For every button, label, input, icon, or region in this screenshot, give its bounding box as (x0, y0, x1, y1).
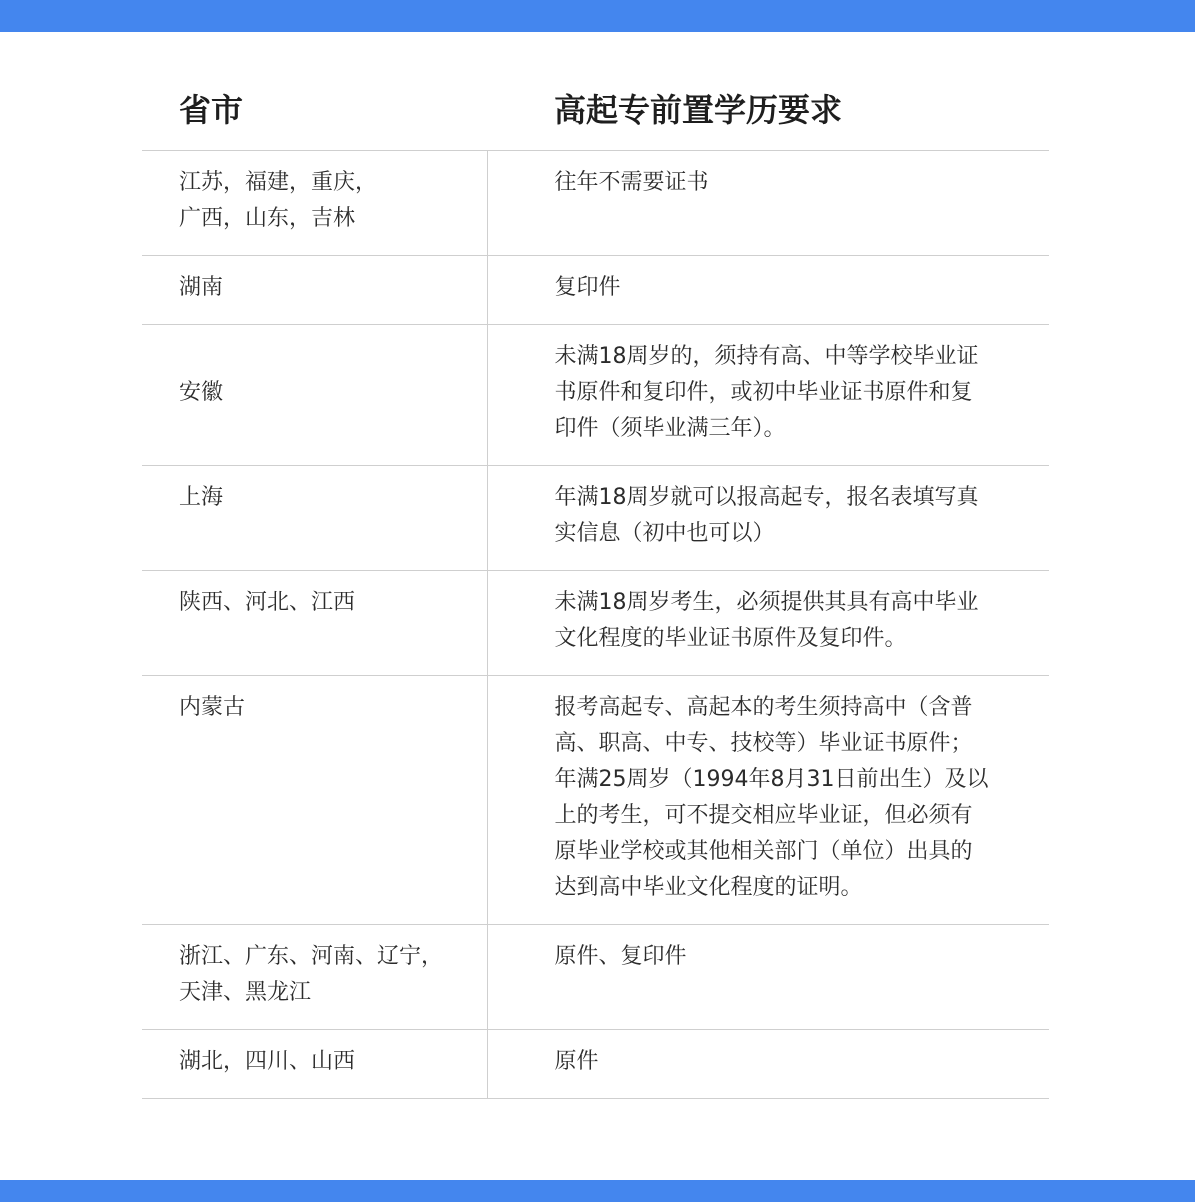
requirement-cell (487, 256, 1049, 325)
requirement-cell (487, 1030, 1049, 1099)
province-text: 陕西、河北、江西 (179, 590, 356, 615)
province-cell (142, 466, 487, 571)
province-cell (142, 1030, 487, 1099)
requirement-text: 书原件和复印件，或初中毕业证书原件和复 (554, 380, 973, 405)
requirement-cell (487, 571, 1049, 676)
province-cell (142, 256, 487, 325)
requirement-text: 原件 (554, 1049, 599, 1074)
table-row (142, 571, 1049, 676)
table-row (142, 325, 1049, 466)
province-text: 湖南 (179, 275, 224, 300)
province-text: 江苏，福建，重庆， (179, 170, 378, 195)
province-cell (142, 151, 487, 256)
requirement-text: 高、职高、中专、技校等）毕业证书原件； (554, 731, 973, 756)
province-cell (142, 925, 487, 1030)
requirements-table (142, 66, 1049, 1099)
requirement-text: 未满18周岁考生，必须提供其具有高中毕业 (554, 590, 979, 615)
requirement-cell (487, 151, 1049, 256)
requirement-text: 文化程度的毕业证书原件及复印件。 (554, 626, 907, 651)
table-row (142, 1030, 1049, 1099)
province-text: 广西，山东，吉林 (179, 206, 356, 231)
requirement-text: 年满25周岁（1994年8月31日前出生）及以 (554, 767, 989, 792)
requirement-text: 复印件 (554, 275, 621, 300)
requirement-cell (487, 676, 1049, 925)
province-text: 天津、黑龙江 (179, 980, 312, 1005)
requirement-text: 年满18周岁就可以报高起专，报名表填写真 (554, 485, 979, 510)
bottom-accent-bar (0, 1180, 1195, 1202)
province-cell (142, 325, 487, 466)
requirement-text: 实信息（初中也可以） (554, 521, 775, 546)
province-text: 内蒙古 (179, 695, 246, 720)
table-row (142, 466, 1049, 571)
province-text: 安徽 (179, 380, 224, 405)
province-text: 上海 (179, 485, 224, 510)
table-row (142, 151, 1049, 256)
requirement-text: 往年不需要证书 (554, 170, 709, 195)
requirement-text: 未满18周岁的，须持有高、中等学校毕业证 (554, 344, 979, 369)
requirements-table-container (142, 66, 1049, 1099)
province-cell (142, 676, 487, 925)
table-row (142, 676, 1049, 925)
requirement-text: 印件（须毕业满三年）。 (554, 416, 786, 441)
province-text: 湖北，四川、山西 (179, 1049, 356, 1074)
requirement-cell (487, 466, 1049, 571)
requirement-text: 上的考生，可不提交相应毕业证，但必须有 (554, 803, 973, 828)
table-row (142, 925, 1049, 1030)
province-cell (142, 571, 487, 676)
table-header-row (142, 66, 1049, 151)
requirement-text: 报考高起专、高起本的考生须持高中（含普 (554, 695, 973, 720)
province-text: 浙江、广东、河南、辽宁， (179, 944, 444, 969)
table-row (142, 256, 1049, 325)
requirement-cell (487, 925, 1049, 1030)
top-accent-bar (0, 0, 1195, 32)
requirement-text: 原件、复印件 (554, 944, 687, 969)
requirement-cell (487, 325, 1049, 466)
requirement-text: 原毕业学校或其他相关部门（单位）出具的 (554, 839, 973, 864)
column-header-requirement: 高起专前置学历要求 (487, 66, 1049, 151)
requirement-text: 达到高中毕业文化程度的证明。 (554, 875, 863, 900)
column-header-province: 省市 (142, 66, 487, 151)
